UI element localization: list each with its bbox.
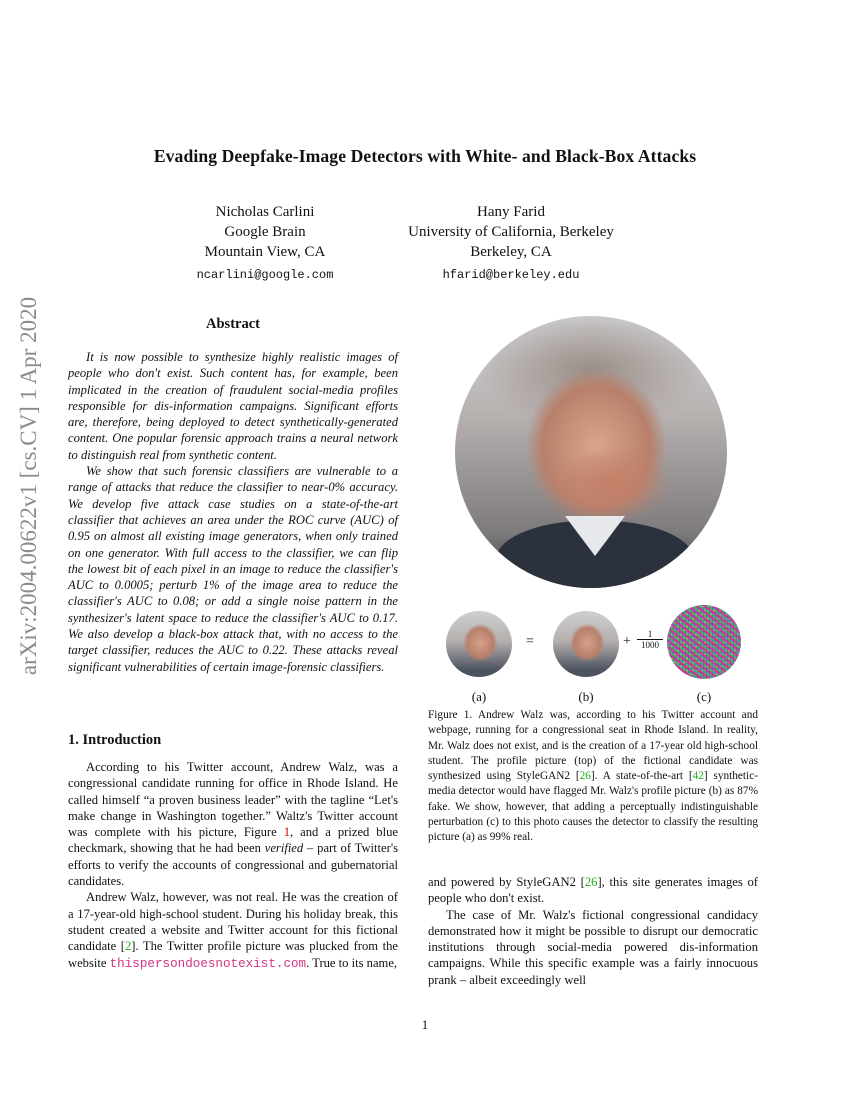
arxiv-stamp: arXiv:2004.00622v1 [cs.CV] 1 Apr 2020 (16, 296, 41, 676)
website-url-link[interactable]: thispersondoesnotexist.com (109, 956, 307, 971)
subfigure-c-noise-perturbation (667, 605, 741, 679)
author-name: Nicholas Carlini (215, 204, 315, 220)
intro-paragraph: Andrew Walz, however, was not real. He was the creation of a 17-year-old high-school student. During his holiday break, this student created a website and Twitter account for this fictional candidate [2]. The Twitter profile picture was plucked from the website thispersondoesnotexist.com. True to its name, (68, 890, 398, 971)
arxiv-sidebar (7, 296, 51, 676)
abstract-paragraph: It is now possible to synthesize highly realistic images of people who don't exist. Such content has, for example, been implicated in the creation of fraudulent social-media profiles responsible for dis-information campaigns. Significant efforts are, therefore, being deployed to detect synthetically-generated content. One popular forensic approach trains a neural network to distinguish real from synthetic content. (68, 350, 398, 462)
subfigure-label-b: (b) (578, 689, 594, 704)
figure-caption: Figure 1. Andrew Walz was, according to his Twitter account and webpage, running for a congressional seat in Rhode Island. In reality, Mr. Walz does not exist, and is the creation of a 17-year old high-school student. The profile picture (top) of the fictional candidate was synthesized using StyleGAN2 [26]. A state-of-the-art [42] synthetic-media detector would have flagged Mr. Walz's profile picture (b) as 87% fake. We show, however, that adding a perceptually indistinguishable perturbation (c) to this photo causes the detector to classify the resulting picture (a) as 99% real. (428, 709, 758, 844)
subfigure-label-c: (c) (696, 689, 712, 704)
body-paragraph: The case of Mr. Walz's fictional congressional candidacy demonstrated how it might be possible to disrupt our democratic institutions through social-media powered dis-information campaigns. While this specific example was a fairly innocuous prank – albeit exceedingly well (428, 907, 758, 987)
right-column-body (428, 874, 758, 988)
paper-title: Evading Deepfake-Image Detectors with White- and Black-Box Attacks (153, 146, 697, 166)
author-affiliation: University of California, Berkeley (408, 224, 614, 240)
figure-reference-link[interactable]: 1 (283, 825, 290, 840)
fraction-scale (637, 629, 663, 650)
author-block-carlini (170, 202, 360, 285)
author-name: Hany Farid (477, 204, 545, 220)
author-email[interactable]: hfarid@berkeley.edu (442, 268, 580, 282)
citation-link[interactable]: 2 (124, 939, 132, 954)
subfigure-b-photo (553, 611, 619, 677)
author-location: Mountain View, CA (204, 244, 326, 260)
author-block-farid (380, 202, 642, 285)
author-location: Berkeley, CA (470, 244, 552, 260)
author-email[interactable]: ncarlini@google.com (196, 268, 334, 282)
intro-paragraph: According to his Twitter account, Andrew Walz, was a congressional candidate running for office in Rhode Island. He called himself “a proven business leader” with the tagline “Let's make change in Washington together.” Waltz's Twitter account was complete with his picture, Figure 1, and a prized blue checkmark, showing that he had been verified – part of Twitter's efforts to verify the accounts of congressional and gubernatorial candidates. (68, 760, 398, 889)
body-paragraph: and powered by StyleGAN2 [26], this site generates images of people who don't exist. (428, 875, 758, 906)
section-heading-introduction: 1. Introduction (68, 732, 162, 748)
fraction-denominator: 1000 (641, 640, 659, 650)
author-affiliation: Google Brain (224, 224, 306, 240)
citation-link[interactable]: 26 (584, 875, 598, 889)
citation-link[interactable]: 26 (579, 770, 591, 783)
abstract-heading: Abstract (206, 316, 260, 332)
page-number: 1 (421, 1017, 429, 1032)
citation-link[interactable]: 42 (692, 770, 704, 783)
equals-sign: = (526, 634, 534, 649)
abstract-paragraph: We show that such forensic classifiers are vulnerable to a range of attacks that reduce the classifier to near-0% accuracy. We develop five attack case studies on a state-of-the-art classifier that achieves an area under the ROC curve (AUC) of 0.95 on almost all existing image generators, when only trained on one generator. With full access to the classifier, we can flip the lowest bit of each pixel in an image to reduce the classifier's AUC to 0.0005; perturb 1% of the image area to reduce the classifier's AUC to 0.08; or add a single noise pattern in the synthesizer's latent space to reduce the classifier's AUC to 0.17. We also develop a black-box attack that, with no access to the target classifier, reduces the AUC to 0.22. These attacks reveal significant vulnerabilities of certain image-forensic classifiers. (68, 464, 398, 674)
introduction-body (68, 759, 398, 972)
plus-sign: + (623, 634, 631, 649)
subfigure-label-a: (a) (471, 689, 487, 704)
subfigure-a-photo (446, 611, 512, 677)
abstract-body (68, 349, 398, 675)
portrait-photo (455, 316, 727, 588)
fraction-numerator: 1 (637, 629, 663, 640)
